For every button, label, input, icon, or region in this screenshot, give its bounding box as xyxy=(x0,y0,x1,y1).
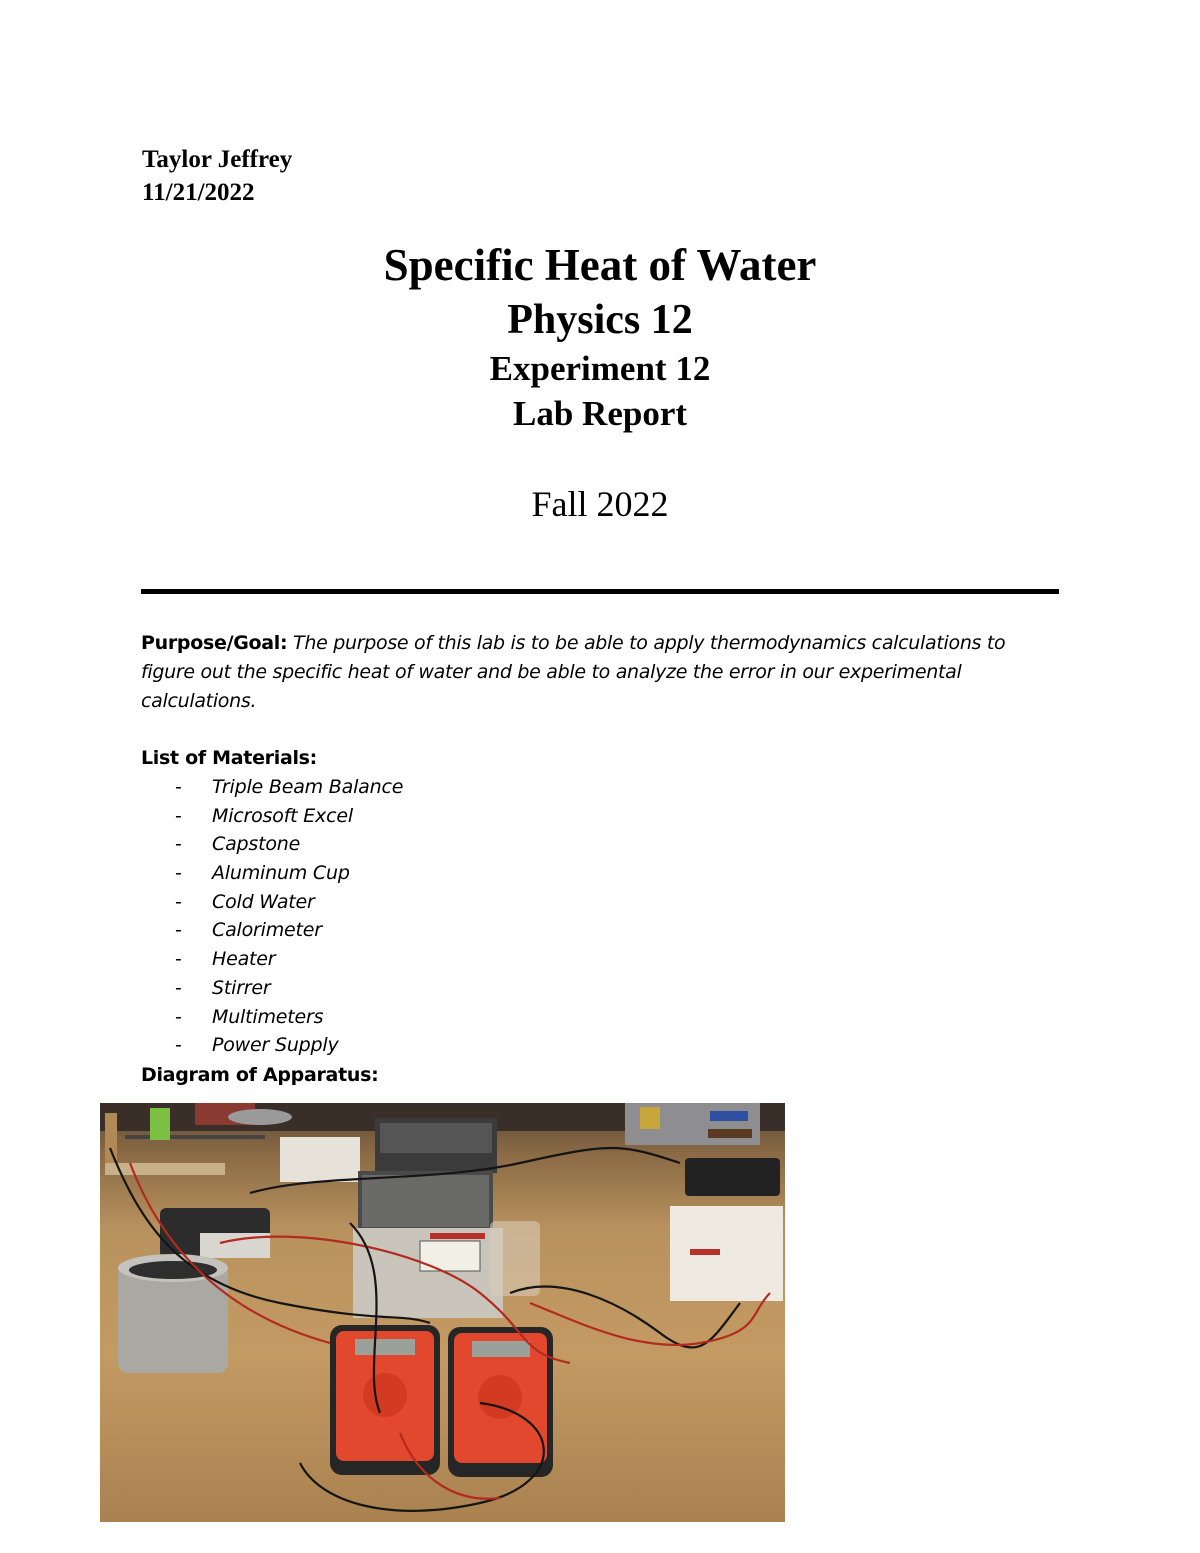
dash-bullet: - xyxy=(175,862,182,885)
dash-bullet: - xyxy=(175,1005,182,1028)
apparatus-photo xyxy=(100,1103,785,1522)
dash-bullet: - xyxy=(175,948,182,971)
dash-bullet: - xyxy=(175,976,182,999)
report-date: 11/21/2022 xyxy=(142,179,255,206)
experiment-number: Experiment 12 xyxy=(489,349,711,388)
course-name: Physics 12 xyxy=(507,297,693,343)
author-name: Taylor Jeffrey xyxy=(142,146,293,173)
report-title: Specific Heat of Water xyxy=(383,240,817,290)
apparatus-illustration xyxy=(100,1103,785,1522)
dash-bullet: - xyxy=(175,776,182,798)
dash-bullet: - xyxy=(175,833,182,856)
purpose-text: The purpose of this lab is to be able to apply thermodynamics calculations to figure out the specific heat of water and be able to analyze the error in our experimental calculations. xyxy=(141,632,1006,712)
dash-bullet: - xyxy=(175,1034,182,1057)
materials-heading: List of Materials: xyxy=(141,747,317,769)
author-block xyxy=(142,143,292,209)
dash-bullet: - xyxy=(175,804,182,827)
diagram-heading: Diagram of Apparatus: xyxy=(141,1064,379,1086)
dash-bullet: - xyxy=(175,919,182,942)
term: Fall 2022 xyxy=(531,484,669,524)
purpose-paragraph xyxy=(141,629,1041,716)
report-type: Lab Report xyxy=(512,394,688,433)
dash-bullet: - xyxy=(175,890,182,913)
horizontal-divider xyxy=(141,589,1059,594)
purpose-label: Purpose/Goal: xyxy=(141,632,288,654)
